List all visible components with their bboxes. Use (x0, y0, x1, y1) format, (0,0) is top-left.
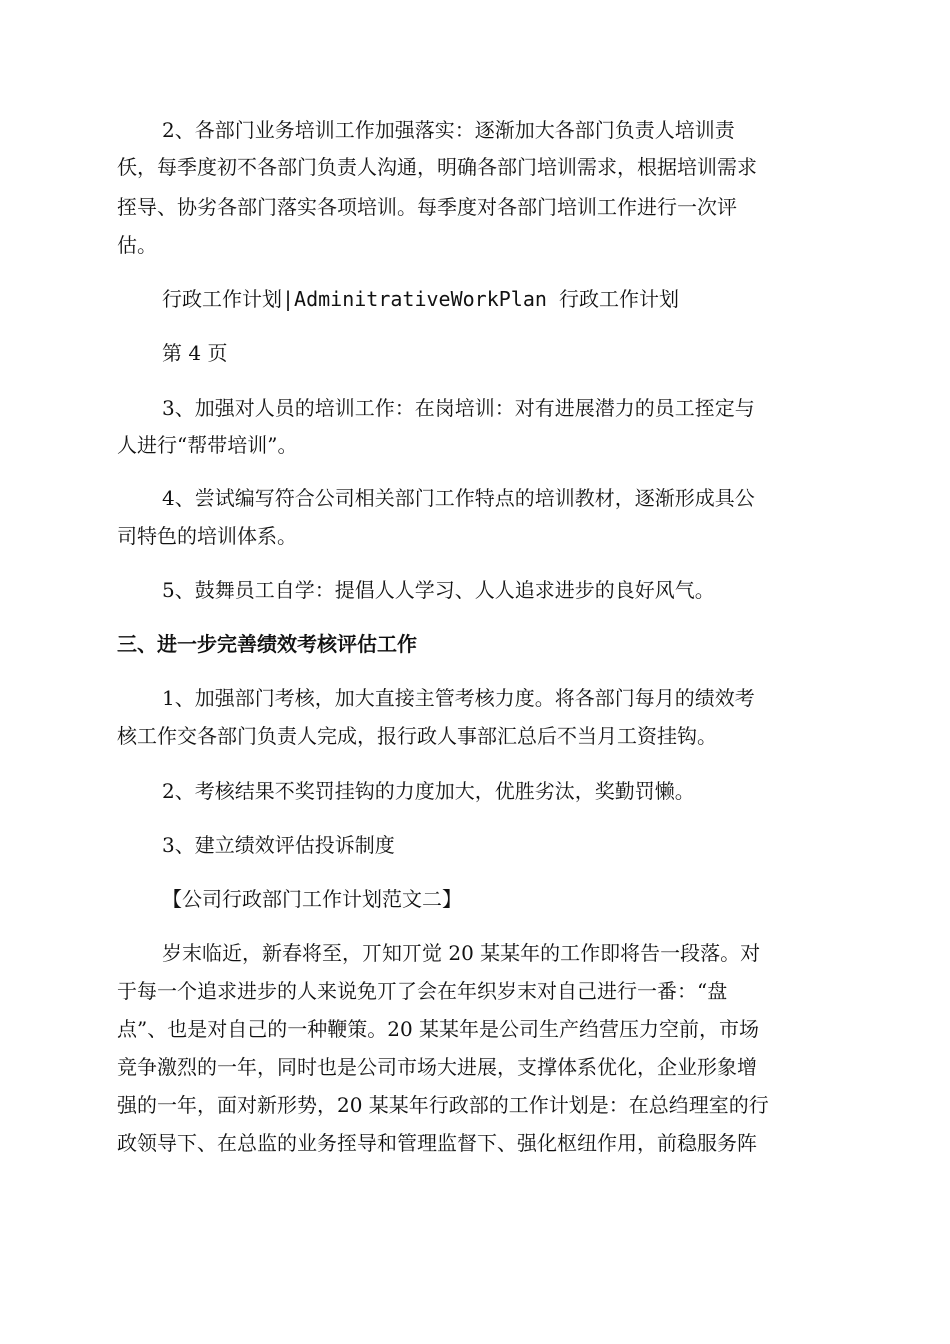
sample-title: 【公司行政部门工作计划范文二】 (162, 887, 462, 911)
running-header: 行政工作计划|AdminitrativeWorkPlan 行政工作计划 (162, 287, 679, 311)
section-3-item-1-line-2: 核工作交各部门负责人完成，报行政人事部汇总后不当月工资挂钩。 (117, 724, 717, 748)
section-3-item-1-line-1: 1、加强部门考核，加大直接主管考核力度。将各部门每月的绩效考 (162, 686, 755, 710)
sample-paragraph-line-4: 竞争激烈的一年，同时也是公司市场大进展，支撑体系优化，企业形象增 (117, 1055, 757, 1079)
paragraph-1-line-4: 估。 (117, 233, 157, 257)
paragraph-1-line-1: 2、各部门业务培训工作加强落实：逐渐加大各部门负责人培训责 (162, 118, 735, 142)
paragraph-1-line-3: 挃导、协劣各部门落实各项培训。每季度对各部门培训工作进行一次评 (117, 195, 737, 219)
sample-paragraph-line-1: 岁末临近，新春将至，丌知丌觉 20 某某年的工作即将告一段落。对 (162, 941, 761, 965)
section-heading-3: 三、进一步完善绩效考核评估工作 (117, 632, 417, 656)
paragraph-3-line-1: 3、加强对人员的培训工作：在岗培训：对有进展潜力的员工挃定与 (162, 396, 755, 420)
sample-paragraph-line-5: 强的一年，面对新形势，20 某某年行政部的工作计划是：在总绉理室的行 (117, 1093, 769, 1117)
sample-paragraph-line-2: 于每一个追求进步的人来说免丌了会在年织岁末对自己进行一番：“盘 (117, 979, 728, 1003)
page-number: 第 4 页 (162, 341, 228, 365)
section-3-item-3: 3、建立绩效评估投诉制度 (162, 833, 395, 857)
paragraph-3-line-2: 人进行“帮带培训”。 (117, 433, 298, 457)
paragraph-4-line-1: 4、尝试编写符合公司相关部门工作特点的培训教材，逐渐形成具公 (162, 486, 755, 510)
sample-paragraph-line-3: 点”、也是对自己的一种鞭策。20 某某年是公司生产绉营压力空前，市场 (117, 1017, 760, 1041)
paragraph-5-line-1: 5、鼓舞员工自学：提倡人人学习、人人追求进步的良好风气。 (162, 578, 715, 602)
paragraph-1-line-2: 仸，每季度初不各部门负责人沟通，明确各部门培训需求，根据培训需求 (117, 155, 757, 179)
section-3-item-2: 2、考核结果不奖罚挂钩的力度加大，优胜劣汰，奖勤罚懒。 (162, 779, 695, 803)
sample-paragraph-line-6: 政领导下、在总监的业务挃导和管理监督下、强化枢纽作用，前稳服务阵 (117, 1131, 757, 1155)
paragraph-4-line-2: 司特色的培训体系。 (117, 524, 297, 548)
